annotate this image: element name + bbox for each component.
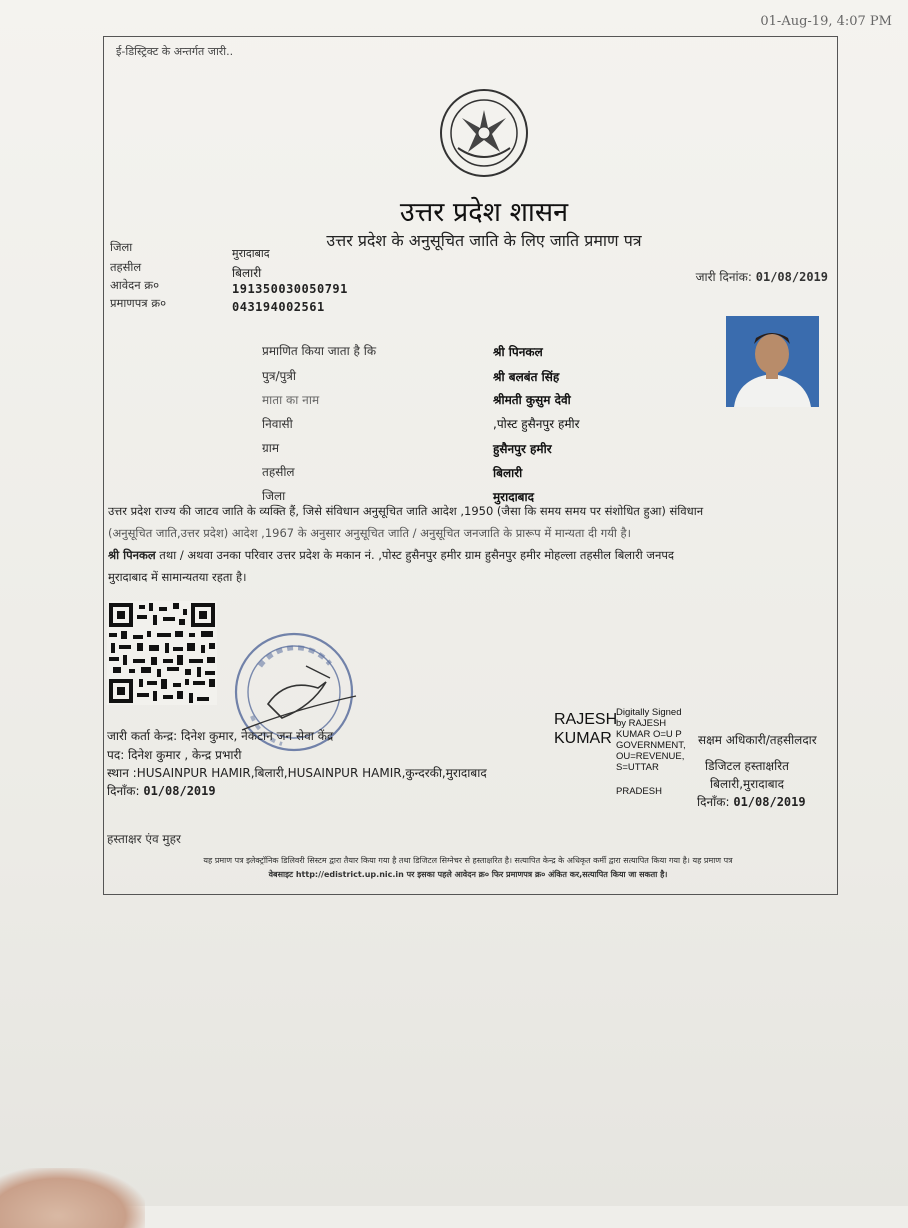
issuer-date-value: 01/08/2019 bbox=[143, 784, 216, 798]
field-value-resident: ,पोस्ट हुसैनपुर हमीर bbox=[493, 417, 580, 431]
authority-date bbox=[697, 793, 806, 810]
meta-value-application-no: 191350030050791 bbox=[232, 282, 348, 296]
issuer-designation: पद: दिनेश कुमार , केन्द्र प्रभारी bbox=[107, 748, 242, 762]
document-title: उत्तर प्रदेश शासन bbox=[399, 197, 569, 228]
qr-code bbox=[107, 601, 217, 705]
field-value-tehsil: बिलारी bbox=[493, 466, 523, 480]
issuer-date bbox=[107, 782, 216, 799]
field-value-district: मुरादाबाद bbox=[493, 490, 535, 504]
signature-details: Digitally Signed by RAJESH KUMAR O=U P GOVERNMENT, OU=REVENUE, S=UTTAR bbox=[616, 707, 686, 773]
paragraph-line-3 bbox=[108, 544, 818, 566]
signature-seal-label: हस्ताक्षर एंव मुहर bbox=[107, 832, 181, 846]
meta-value-certificate-no: 043194002561 bbox=[232, 300, 325, 314]
paragraph-line-4: मुरादाबाद में सामान्यतया रहता है। bbox=[108, 570, 247, 584]
field-value-village: हुसैनपुर हमीर bbox=[493, 442, 552, 456]
authority-digital: डिजिटल हस्ताक्षरित bbox=[705, 759, 789, 773]
authority-office: बिलारी,मुरादाबाद bbox=[710, 777, 785, 791]
meta-label-certificate-no: प्रमाणपत्र क्र० bbox=[110, 296, 167, 310]
meta-label-district: जिला bbox=[110, 240, 133, 254]
field-label-son-daughter: पुत्र/पुत्री bbox=[262, 369, 297, 383]
authority-date-label: दिनाँक: bbox=[697, 795, 730, 809]
field-label-resident: निवासी bbox=[262, 417, 293, 431]
field-label-certified: प्रमाणित किया जाता है कि bbox=[262, 344, 377, 358]
signature-state: PRADESH bbox=[616, 786, 662, 797]
field-label-district: जिला bbox=[262, 489, 286, 503]
document-subtitle: उत्तर प्रदेश के अनुसूचित जाति के लिए जाति प्रमाण पत्र bbox=[326, 231, 642, 250]
meta-label-application-no: आवेदन क्र० bbox=[110, 278, 160, 292]
authority-title: सक्षम अधिकारी/तहसीलदार bbox=[698, 733, 817, 747]
paragraph-line-3-rest: तथा / अथवा उनका परिवार उत्तर प्रदेश के मकान नं. ,पोस्ट हुसैनपुर हमीर ग्राम हुसैनपुर हमीर मोहल्ला तहसील बिलारी जनपद bbox=[155, 548, 674, 562]
issuer-place: स्थान :HUSAINPUR HAMIR,बिलारी,HUSAINPUR HAMIR,कुन्दरकी,मुरादाबाद bbox=[107, 766, 487, 780]
paragraph-line-2: (अनुसूचित जाति,उत्तर प्रदेश) आदेश ,1967 के अनुसार अनुसूचित जाति / अनुसूचित जनजाति के प्रारूप में मान्यता दी गयी है। bbox=[108, 526, 631, 540]
signer-name-line-1: RAJESH bbox=[554, 711, 618, 728]
scan-timestamp: 01-Aug-19, 4:07 PM bbox=[760, 14, 892, 29]
issue-date-label: जारी दिनांक: bbox=[695, 270, 752, 284]
signer-name bbox=[554, 710, 617, 748]
meta-label-tehsil: तहसील bbox=[110, 260, 142, 274]
issuer-date-label: दिनाँक: bbox=[107, 784, 140, 798]
signer-name-line-2: KUMAR bbox=[554, 730, 612, 747]
issue-date bbox=[696, 268, 828, 285]
certification-paragraph bbox=[108, 500, 818, 588]
finger-in-photo bbox=[0, 1168, 145, 1228]
paragraph-line-1: उत्तर प्रदेश राज्य की जाटव जाति के व्यक्ति हैं, जिसे संविधान अनुसूचित जाति आदेश ,1950 (जैसा कि समय समय पर संशोधित हुआ) संविधान bbox=[108, 504, 704, 518]
field-value-name: श्री पिनकल bbox=[493, 345, 543, 359]
footer-line-2: वेबसाइट http://edistrict.up.nic.in पर इसका पहले आवेदन क्र० फिर प्रमाणपत्र क्र० अंकित कर,सत्यापित किया जा सकता है। bbox=[268, 870, 668, 879]
field-label-village: ग्राम bbox=[262, 441, 280, 455]
paragraph-name: श्री पिनकल bbox=[108, 548, 156, 562]
applicant-photo-image bbox=[726, 316, 819, 407]
up-government-emblem-icon bbox=[436, 88, 532, 178]
applicant-photo bbox=[726, 316, 819, 407]
field-label-tehsil: तहसील bbox=[262, 465, 295, 479]
field-label-mother: माता का नाम bbox=[262, 393, 320, 407]
issue-date-value: 01/08/2019 bbox=[755, 270, 828, 284]
meta-value-district: मुरादाबाद bbox=[232, 247, 270, 260]
field-value-mother: श्रीमती कुसुम देवी bbox=[493, 393, 571, 407]
authority-date-value: 01/08/2019 bbox=[733, 795, 806, 809]
field-value-father: श्री बलबंत सिंह bbox=[493, 370, 560, 384]
footer-line-1: यह प्रमाण पत्र इलेक्ट्रॉनिक डिलिवरी सिस्टम द्वारा तैयार किया गया है तथा डिजिटल सिग्नेचर से हस्ताक्षरित है। सत्यापित केन्द्र के अधिकृत कर्मी द्वारा सत्यापित किया गया है। यह प्रमाण पत्र bbox=[203, 856, 733, 865]
edistrict-note: ई-डिस्ट्रिक्ट के अन्तर्गत जारी.. bbox=[116, 45, 234, 58]
issuer-center: जारी कर्ता केन्द्र: दिनेश कुमार, नेकटान जन सेवा केंद्र bbox=[107, 729, 334, 743]
meta-value-tehsil: बिलारी bbox=[232, 266, 262, 280]
